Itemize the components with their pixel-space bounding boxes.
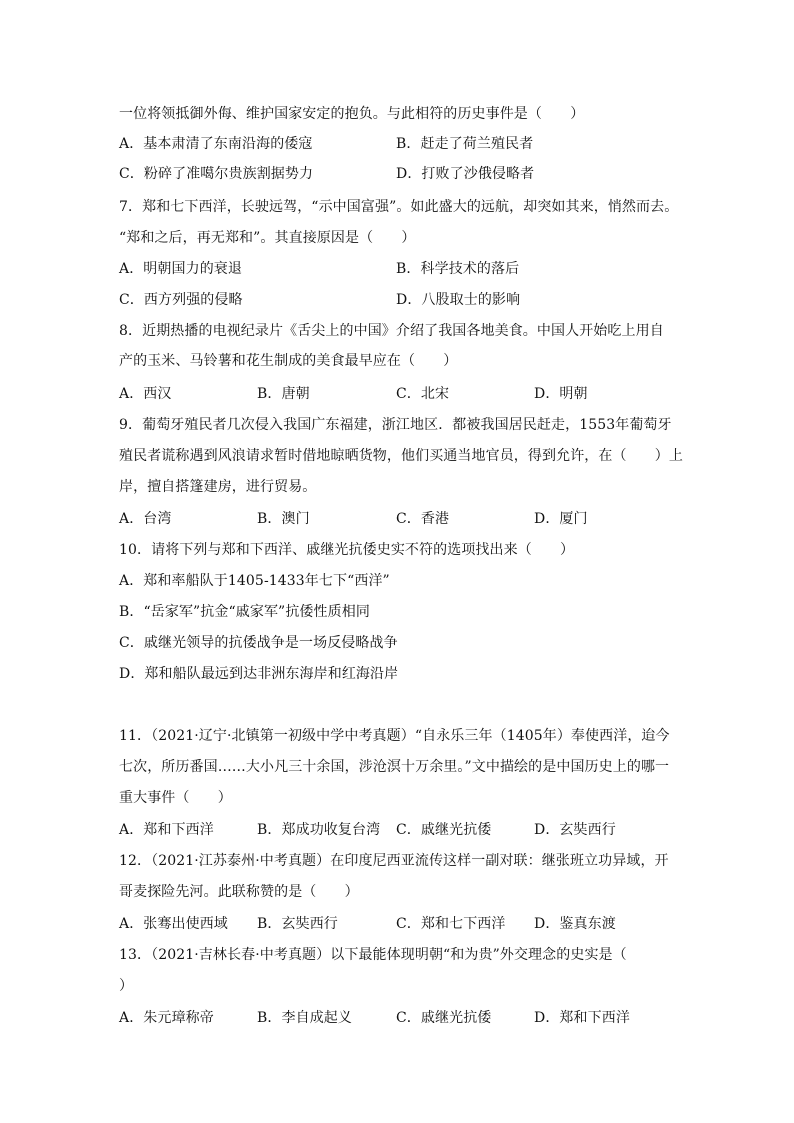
option-c: C．粉碎了准噶尔贵族割据势力 — [119, 166, 314, 182]
option-d: D．厦门 — [534, 511, 588, 527]
option-c: C．西方列强的侵略 — [119, 292, 243, 308]
option-c: C．郑和七下西洋 — [396, 916, 506, 932]
question-9-stem-line-3: 岸，擅自搭篷建房，进行贸易。 — [119, 479, 317, 495]
option-d: D．明朝 — [534, 386, 588, 402]
option-d: D．玄奘西行 — [534, 822, 616, 838]
option-b: B．澳门 — [257, 511, 310, 527]
question-10-stem: 10．请将下列与郑和下西洋、戚继光抗倭史实不符的选项找出来（ ） — [119, 542, 575, 558]
question-7-stem-line-1: 7．郑和七下西洋，长驶远驾，“示中国富强”。如此盛大的远航，却突如其来，悄然而去。 — [119, 199, 679, 215]
option-c: C．戚继光抗倭 — [396, 822, 492, 838]
question-11-stem-line-2: 七次，所历番国……大小凡三十余国，涉沧溟十万余里。”文中描绘的是中国历史上的哪一 — [119, 759, 670, 775]
option-a: A．郑和下西洋 — [119, 822, 214, 838]
option-c: C．戚继光抗倭 — [396, 1010, 492, 1026]
question-11-stem-line-3: 重大事件（ ） — [119, 790, 232, 806]
question-11-stem-line-1: 11．（2021·辽宁·北镇第一初级中学中考真题）“自永乐三年（1405年）奉使西洋，迨今 — [119, 728, 670, 744]
question-8-stem-line-2: 产的玉米、马铃薯和花生制成的美食最早应在（ ） — [119, 353, 458, 369]
option-b: B．赶走了荷兰殖民者 — [396, 136, 534, 152]
question-9-stem-line-2: 殖民者谎称遇到风浪请求暂时借地晾晒货物，他们买通当地官员，得到允许，在（ ）上 — [119, 448, 683, 464]
option-b: B．“岳家军”抗金“戚家军”抗倭性质相同 — [119, 604, 370, 620]
question-13-stem-line-2: ） — [119, 978, 134, 994]
option-a: A．朱元璋称帝 — [119, 1010, 214, 1026]
option-d: D．郑和下西洋 — [534, 1010, 630, 1026]
question-7-stem-line-2: “郑和之后，再无郑和”。其直接原因是（ ） — [119, 230, 416, 246]
option-c: C．北宋 — [396, 386, 450, 402]
question-6-stem-tail: 一位将领抵御外侮、维护国家安定的抱负。与此相符的历史事件是（ ） — [119, 106, 585, 122]
option-a: A．郑和率船队于1405-1433年七下“西洋” — [119, 573, 390, 589]
option-b: B．李自成起义 — [257, 1010, 352, 1026]
option-d: D．鉴真东渡 — [534, 916, 616, 932]
option-a: A．西汉 — [119, 386, 172, 402]
option-d: D．打败了沙俄侵略者 — [396, 166, 535, 182]
option-a: A．张骞出使西域 — [119, 916, 228, 932]
option-b: B．科学技术的落后 — [396, 261, 520, 277]
question-9-stem-line-1: 9．葡萄牙殖民者几次侵入我国广东福建，浙江地区．都被我国居民赶走，1553年葡萄牙 — [119, 417, 672, 433]
question-12-stem-line-2: 哥麦探险先河。此联称赞的是（ ） — [119, 884, 359, 900]
option-b: B．玄奘西行 — [257, 916, 338, 932]
option-a: A．明朝国力的衰退 — [119, 261, 243, 277]
question-13-stem-line-1: 13．（2021·吉林长春·中考真题）以下最能体现明朝“和为贵”外交理念的史实是（ — [119, 947, 627, 963]
option-d: D．郑和船队最远到达非洲东海岸和红海沿岸 — [119, 666, 399, 682]
option-c: C．香港 — [396, 511, 450, 527]
option-b: B．郑成功收复台湾 — [257, 822, 381, 838]
option-d: D．八股取士的影响 — [396, 292, 521, 308]
question-8-stem-line-1: 8．近期热播的电视纪录片《舌尖上的中国》介绍了我国各地美食。中国人开始吃上用自 — [119, 323, 664, 339]
option-a: A．基本肃清了东南沿海的倭寇 — [119, 136, 313, 152]
option-c: C．戚继光领导的抗倭战争是一场反侵略战争 — [119, 635, 398, 651]
option-b: B．唐朝 — [257, 386, 310, 402]
question-12-stem-line-1: 12．（2021·江苏泰州·中考真题）在印度尼西亚流传这样一副对联：继张班立功异域，开 — [119, 853, 669, 869]
option-a: A．台湾 — [119, 511, 172, 527]
